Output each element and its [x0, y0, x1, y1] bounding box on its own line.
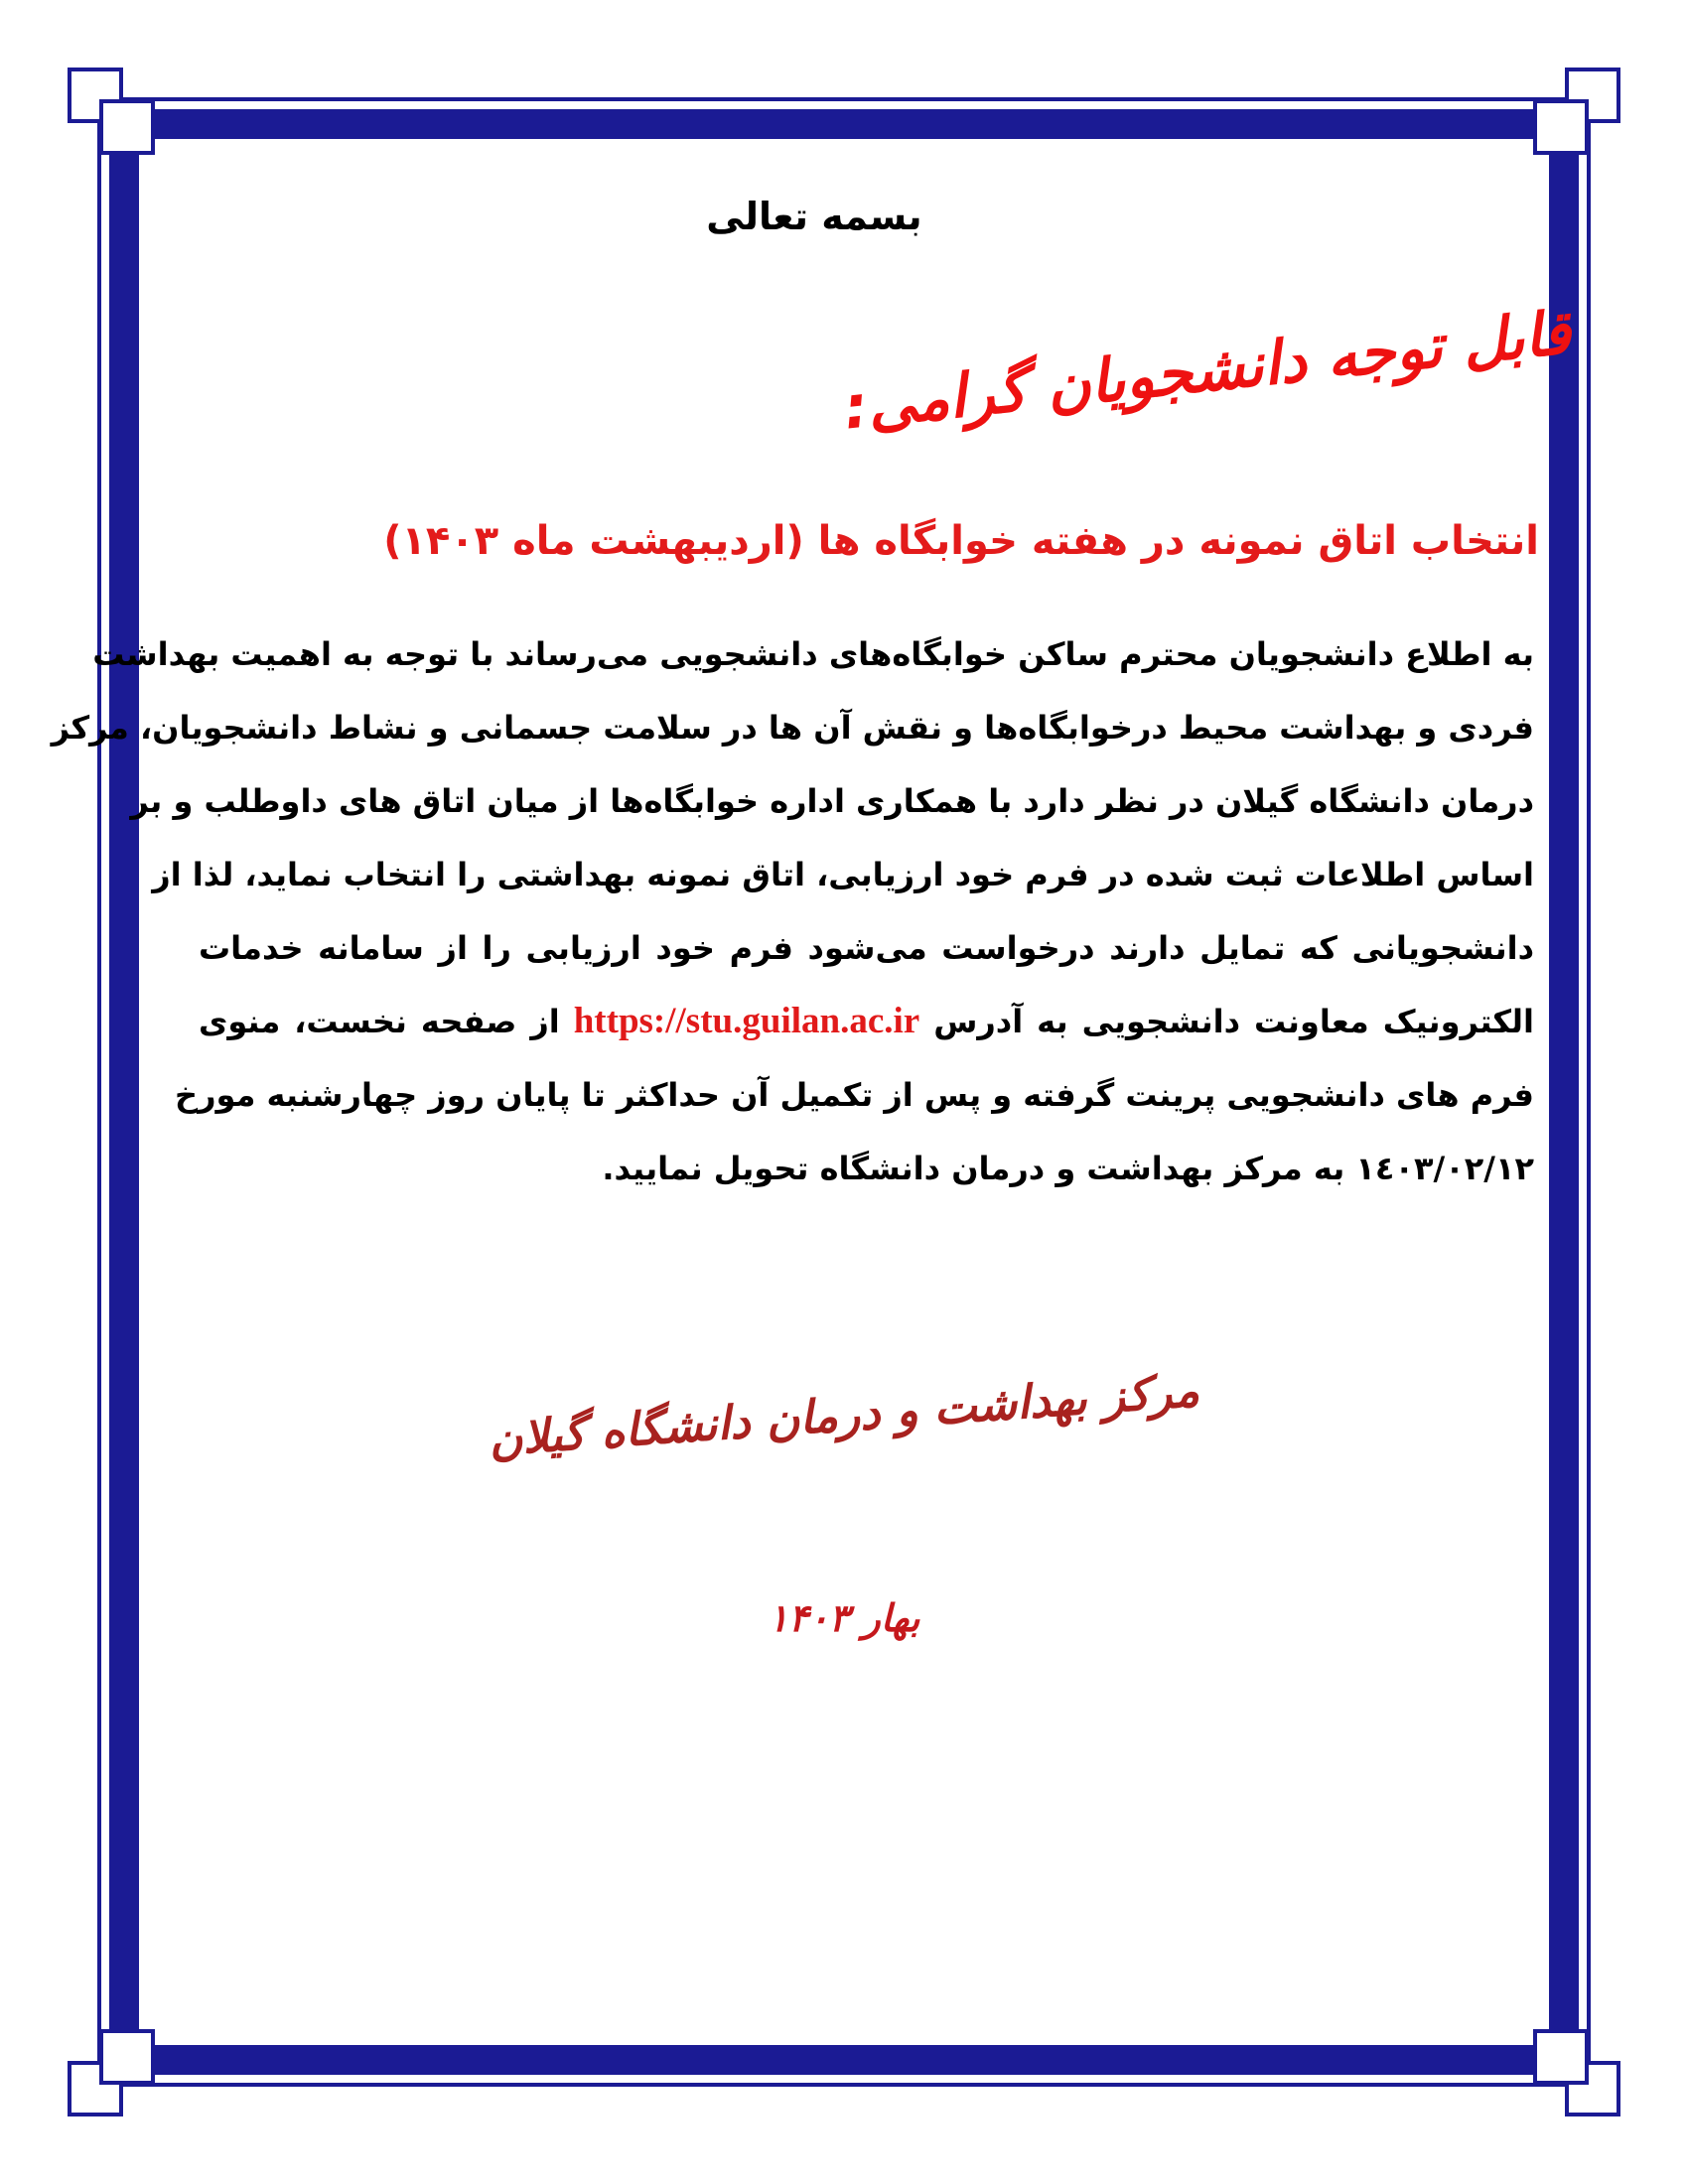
- body-line-6: [199, 985, 1534, 1058]
- corner-ornament-top-right: [1474, 56, 1632, 214]
- url-line-after: از صفحه نخست، منوی: [199, 1003, 560, 1040]
- signature-calligraphy: مرکز بهداشت و درمان دانشگاه گیلان: [487, 1363, 1201, 1466]
- notice-heading: انتخاب اتاق نمونه در هفته خوابگاه ها (اردیبهشت ماه ۱۴۰۳): [383, 518, 1539, 564]
- corner-square-inner: [99, 2029, 155, 2085]
- bismillah-text: بسمه تعالی: [706, 195, 922, 238]
- body-line-2: فردی و بهداشت محیط درخوابگاه‌ها و نقش آن ها در سلامت جسمانی و نشاط دانشجویان، مرکز: [51, 709, 1534, 747]
- corner-square-inner: [99, 99, 155, 155]
- body-paragraph: [51, 617, 1535, 1205]
- body-line-4: اساس اطلاعات ثبت شده در فرم خود ارزیابی، اتاق نمونه بهداشتی را انتخاب نماید، لذا از: [152, 856, 1534, 893]
- corner-square-outer: [68, 68, 123, 123]
- body-line-3: درمان دانشگاه گیلان در نظر دارد با همکاری اداره خوابگاه‌ها از میان اتاق های داوطلب و بر: [130, 782, 1534, 820]
- corner-ornament-bottom-left: [56, 1970, 214, 2128]
- body-line-5: دانشجویانی که تمایل دارند درخواست می‌شود فرم خود ارزیابی را از سامانه خدمات: [199, 929, 1534, 967]
- body-line-7: فرم های دانشجویی پرینت گرفته و پس از تکمیل آن حداکثر تا پایان روز چهارشنبه مورخ: [175, 1076, 1534, 1114]
- corner-square-outer: [68, 2061, 123, 2116]
- date-text: بهار ۱۴۰۳: [768, 1596, 920, 1640]
- corner-ornament-bottom-right: [1474, 1970, 1632, 2128]
- corner-ornament-top-left: [56, 56, 214, 214]
- url-line-before: الکترونیک معاونت دانشجویی به آدرس: [933, 1003, 1535, 1040]
- corner-square-inner: [1533, 2029, 1589, 2085]
- body-line-8: ١٤٠٣/٠٢/١٢ به مرکز بهداشت و درمان دانشگاه تحویل نمایید.: [602, 1150, 1534, 1187]
- url-link[interactable]: https://stu.guilan.ac.ir: [573, 1001, 920, 1041]
- corner-square-outer: [1565, 68, 1620, 123]
- body-line-1: به اطلاع دانشجویان محترم ساکن خوابگاه‌های دانشجویی می‌رساند با توجه به اهمیت بهداشت: [92, 635, 1534, 673]
- corner-square-inner: [1533, 99, 1589, 155]
- corner-square-outer: [1565, 2061, 1620, 2116]
- attention-calligraphy-title: قابل توجه دانشجویان گرامی:: [840, 298, 1575, 444]
